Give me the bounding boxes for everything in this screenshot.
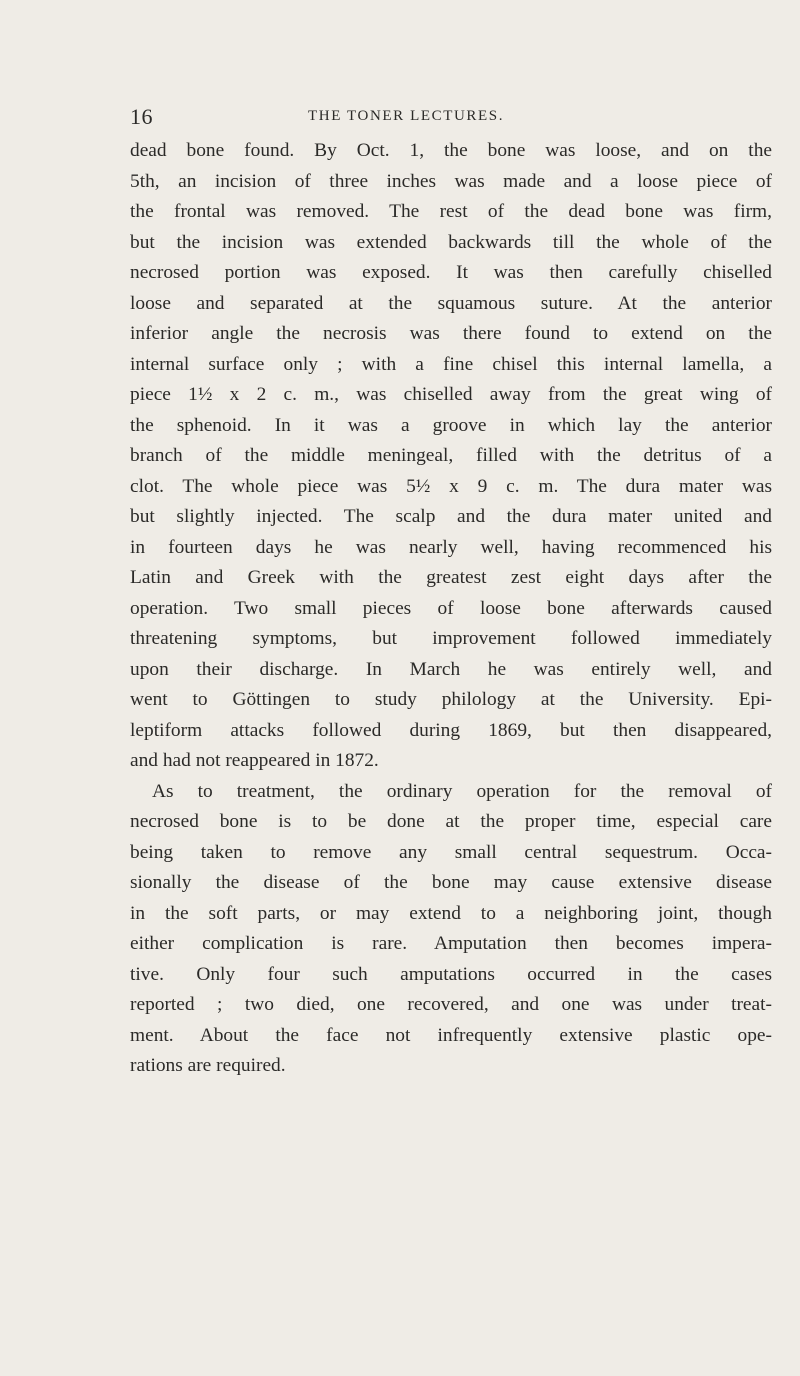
text-line: inferior angle the necrosis was there found to extend on the bbox=[130, 323, 772, 344]
text-line: 5th, an incision of three inches was made and a loose piece of bbox=[130, 170, 772, 192]
text-line: went to Göttingen to study philology at the University. Epi- bbox=[130, 689, 772, 710]
text-line: necrosed portion was exposed. It was then carefully chiselled bbox=[130, 262, 772, 283]
running-head bbox=[130, 104, 800, 130]
text-line: rations are required. bbox=[130, 1055, 286, 1076]
text-line: and had not reappeared in 1872. bbox=[130, 750, 379, 771]
text-line: leptiform attacks followed during 1869, but then disappeared, bbox=[130, 719, 772, 741]
text-line: threatening symptoms, but improvement followed immediately bbox=[130, 628, 772, 649]
text-line: ment. About the face not infrequently extensive plastic ope- bbox=[130, 1024, 772, 1046]
body-text bbox=[130, 136, 772, 1082]
text-line: the sphenoid. In it was a groove in which lay the anterior bbox=[130, 414, 772, 436]
text-line: clot. The whole piece was 5½ x 9 c. m. The dura mater was bbox=[130, 475, 772, 497]
text-line: in the soft parts, or may extend to a neighboring joint, though bbox=[130, 902, 772, 924]
text-line: but the incision was extended backwards till the whole of the bbox=[130, 231, 772, 253]
running-title: THE TONER LECTURES. bbox=[308, 108, 505, 124]
text-line: Latin and Greek with the greatest zest eight days after the bbox=[130, 567, 772, 588]
text-line: either complication is rare. Amputation then becomes impera- bbox=[130, 933, 772, 954]
page-number: 16 bbox=[130, 104, 153, 129]
text-line: the frontal was removed. The rest of the dead bone was firm, bbox=[130, 201, 772, 222]
text-line: operation. Two small pieces of loose bone afterwards caused bbox=[130, 597, 772, 619]
text-line: in fourteen days he was nearly well, having recommenced his bbox=[130, 536, 772, 558]
text-line: necrosed bone is to be done at the proper time, especial care bbox=[130, 811, 772, 832]
text-line: loose and separated at the squamous suture. At the anterior bbox=[130, 292, 772, 314]
text-line: branch of the middle meningeal, filled with the detritus of a bbox=[130, 445, 772, 466]
text-line: piece 1½ x 2 c. m., was chiselled away from the great wing of bbox=[130, 384, 772, 405]
text-line: tive. Only four such amputations occurred in the cases bbox=[130, 963, 772, 985]
text-line: upon their discharge. In March he was entirely well, and bbox=[130, 658, 772, 680]
text-line: sionally the disease of the bone may cause extensive disease bbox=[130, 872, 772, 893]
text-line: but slightly injected. The scalp and the dura mater united and bbox=[130, 506, 772, 527]
text-line: internal surface only ; with a fine chisel this internal lamella, a bbox=[130, 353, 772, 375]
text-line: being taken to remove any small central sequestrum. Occa- bbox=[130, 841, 772, 863]
text-line: reported ; two died, one recovered, and one was under treat- bbox=[130, 994, 772, 1015]
text-line: dead bone found. By Oct. 1, the bone was loose, and on the bbox=[130, 140, 772, 161]
text-line: As to treatment, the ordinary operation for the removal of bbox=[152, 780, 772, 802]
